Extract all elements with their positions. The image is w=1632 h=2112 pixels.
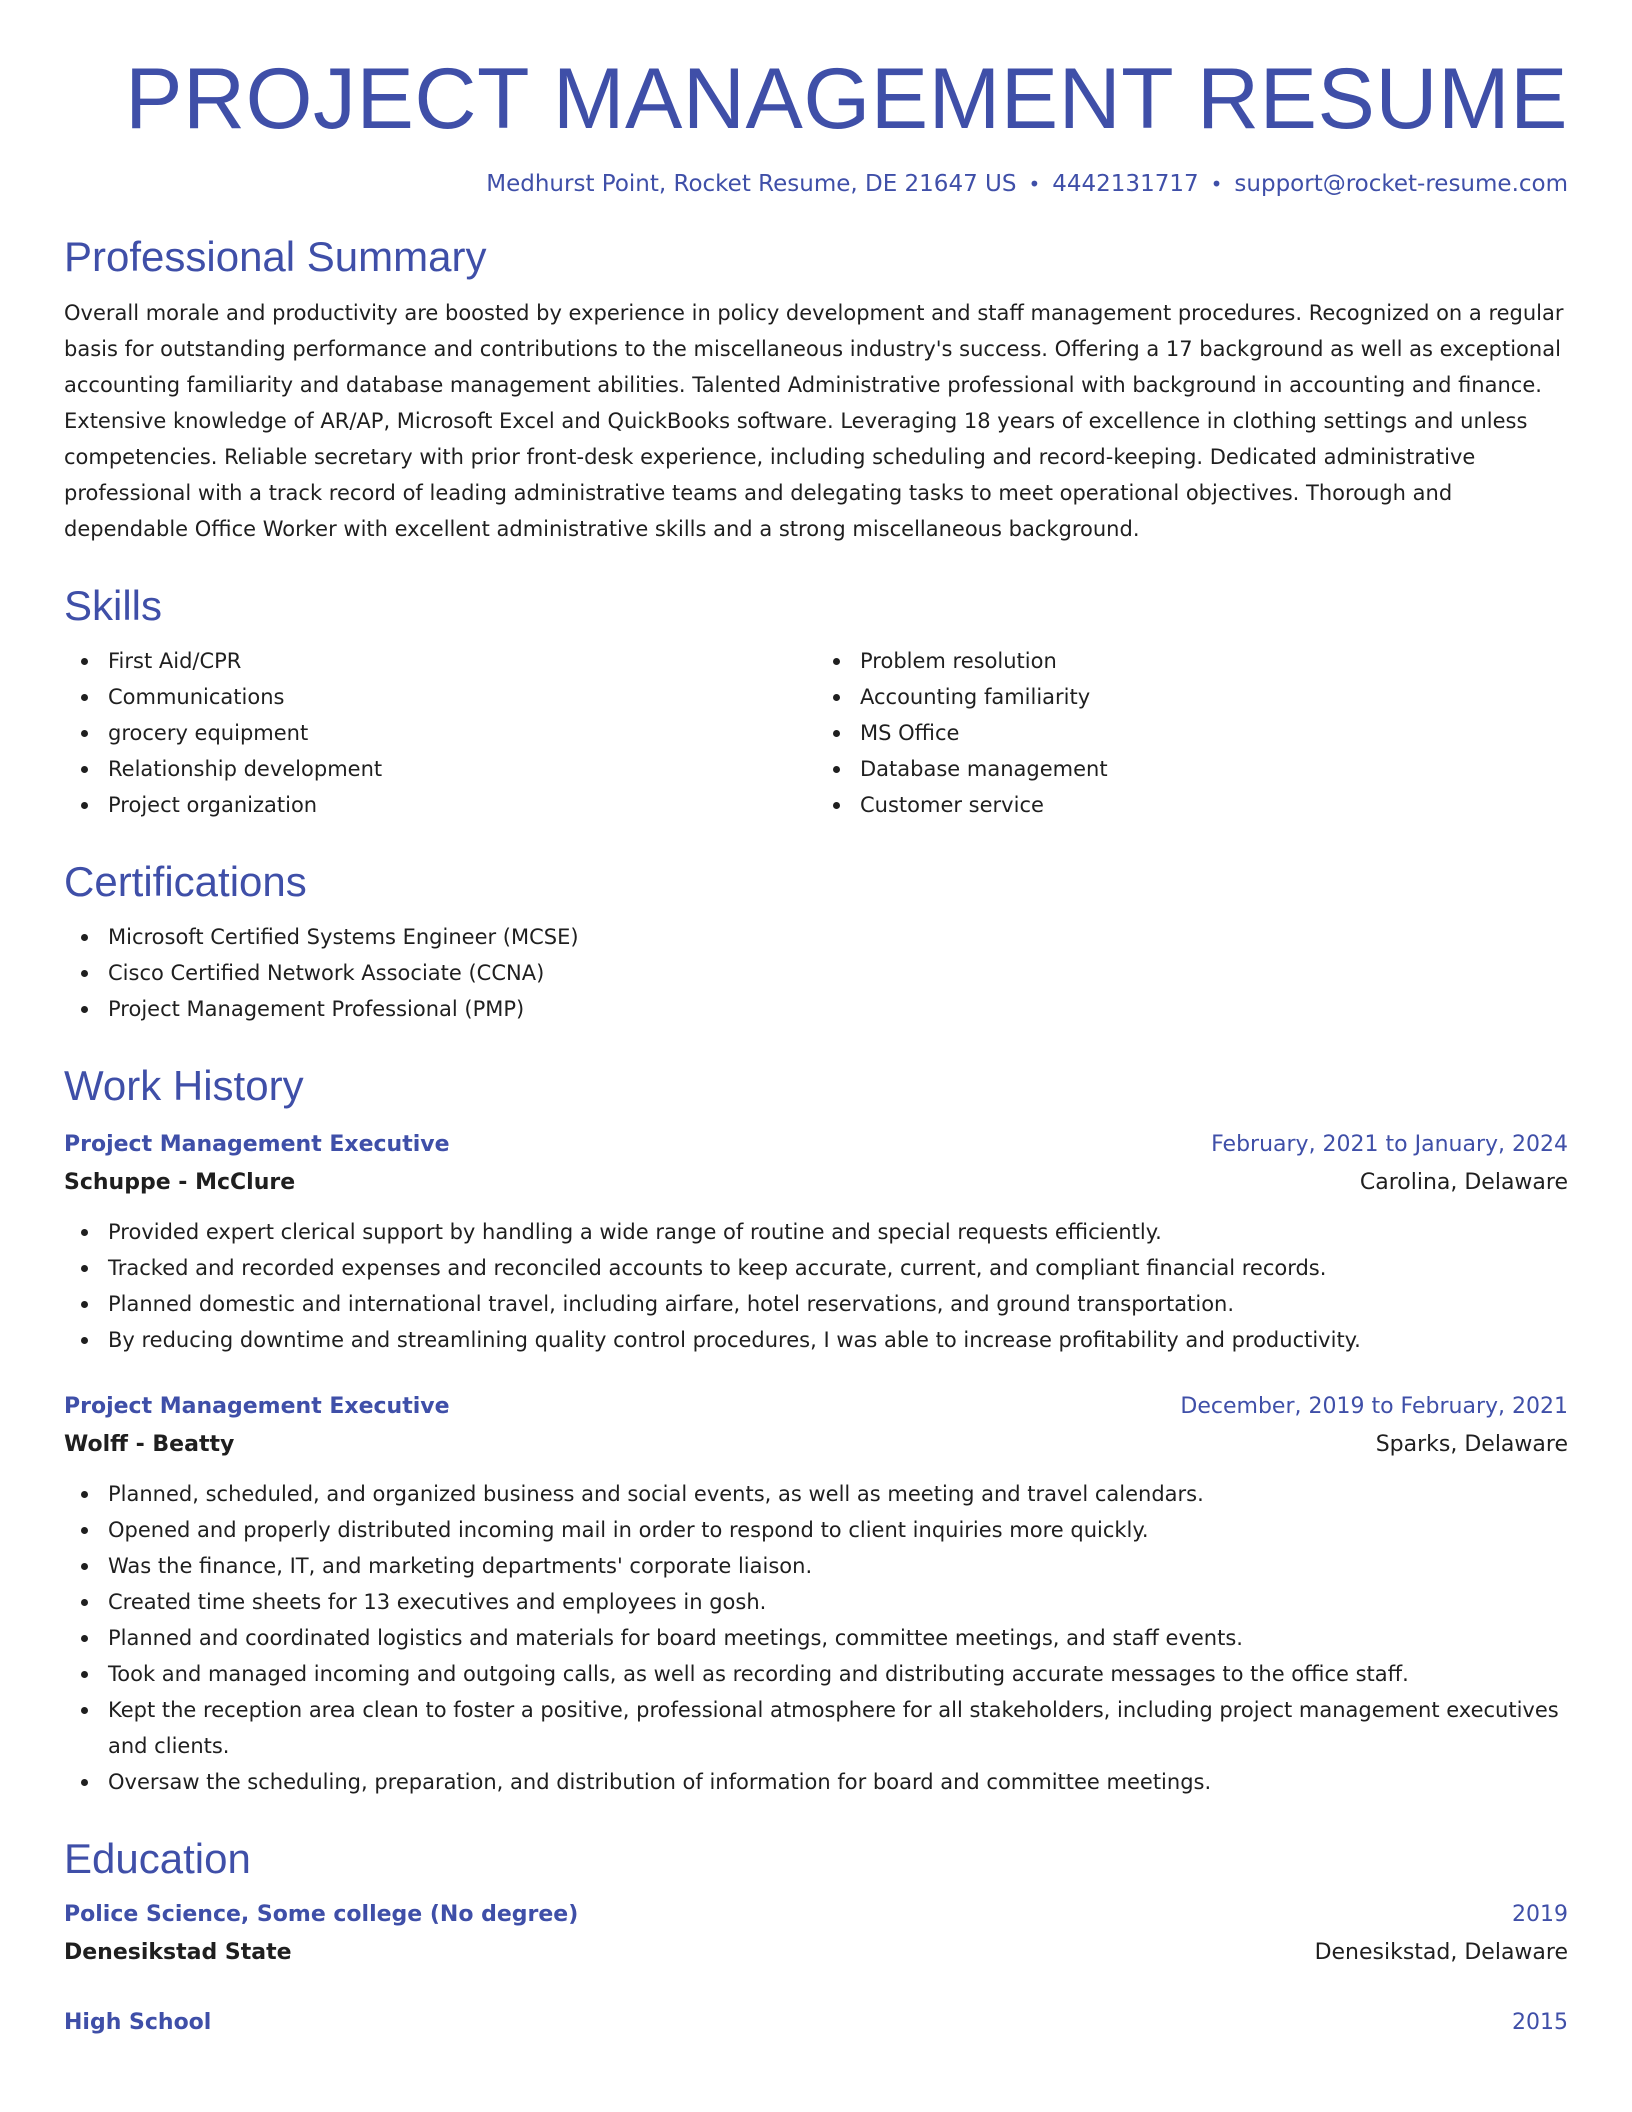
contact-separator: • bbox=[1210, 171, 1223, 196]
job-title: Project Management Executive bbox=[64, 1131, 450, 1157]
job-bullet: Created time sheets for 13 executives and employees in gosh. bbox=[64, 1584, 1568, 1620]
job-dates: December, 2019 to February, 2021 bbox=[1180, 1393, 1568, 1419]
education-year: 2015 bbox=[1512, 2010, 1568, 2036]
education-school-row bbox=[64, 1934, 1568, 1972]
certification-item: Project Management Professional (PMP) bbox=[64, 991, 1568, 1027]
skills-section bbox=[64, 581, 1568, 823]
job-header-row bbox=[64, 1126, 1568, 1164]
job-bullet: Planned and coordinated logistics and materials for board meetings, committee meetings, and staff events. bbox=[64, 1620, 1568, 1656]
job-company: Schuppe - McClure bbox=[64, 1169, 296, 1195]
job-bullet: Kept the reception area clean to foster a positive, professional atmosphere for all stakeholders, including project management executives and clients. bbox=[64, 1692, 1568, 1764]
skill-item: Problem resolution bbox=[816, 643, 1568, 679]
job-bullet: Opened and properly distributed incoming mail in order to respond to client inquiries more quickly. bbox=[64, 1512, 1568, 1548]
summary-heading: Professional Summary bbox=[64, 233, 487, 281]
work-history-heading: Work History bbox=[64, 1062, 304, 1110]
contact-line bbox=[64, 171, 1568, 199]
skills-grid bbox=[64, 643, 1568, 823]
job-dates: February, 2021 to January, 2024 bbox=[1211, 1131, 1568, 1157]
job-company-row bbox=[64, 1426, 1568, 1464]
job-title: Project Management Executive bbox=[64, 1393, 450, 1419]
job-entry bbox=[64, 1126, 1568, 1358]
skill-item: Communications bbox=[64, 679, 816, 715]
education-year: 2019 bbox=[1512, 1902, 1568, 1928]
contact-phone: 4442131717 bbox=[1052, 170, 1199, 197]
job-location: Sparks, Delaware bbox=[1375, 1431, 1568, 1457]
job-bullet: Planned, scheduled, and organized business and social events, as well as meeting and travel calendars. bbox=[64, 1476, 1568, 1512]
job-bullet: Tracked and recorded expenses and reconciled accounts to keep accurate, current, and compliant financial records. bbox=[64, 1250, 1568, 1286]
education-location: Denesikstad, Delaware bbox=[1314, 1940, 1568, 1966]
education-heading: Education bbox=[64, 1834, 251, 1882]
summary-section bbox=[64, 232, 1568, 546]
education-header-row bbox=[64, 1896, 1568, 1934]
job-header-row bbox=[64, 1388, 1568, 1426]
job-bullet: Took and managed incoming and outgoing calls, as well as recording and distributing accurate messages to the office staff. bbox=[64, 1656, 1568, 1692]
skill-item: Accounting familiarity bbox=[816, 679, 1568, 715]
job-company-row bbox=[64, 1164, 1568, 1202]
job-bullet: Planned domestic and international travel, including airfare, hotel reservations, and ground transportation. bbox=[64, 1286, 1568, 1322]
job-bullet: Oversaw the scheduling, preparation, and distribution of information for board and committee meetings. bbox=[64, 1764, 1568, 1800]
education-degree: Police Science, Some college (No degree) bbox=[64, 1902, 579, 1928]
job-bullet: By reducing downtime and streamlining quality control procedures, I was able to increase profitability and productivity. bbox=[64, 1322, 1568, 1358]
skill-item: First Aid/CPR bbox=[64, 643, 816, 679]
skills-list-right bbox=[816, 643, 1568, 823]
certification-item: Cisco Certified Network Associate (CCNA) bbox=[64, 955, 1568, 991]
skill-item: Project organization bbox=[64, 787, 816, 823]
job-company: Wolff - Beatty bbox=[64, 1431, 235, 1457]
skills-heading: Skills bbox=[64, 581, 163, 629]
skill-item: MS Office bbox=[816, 715, 1568, 751]
certification-item: Microsoft Certified Systems Engineer (MCSE) bbox=[64, 919, 1568, 955]
job-bullet: Provided expert clerical support by handling a wide range of routine and special requests efficiently. bbox=[64, 1214, 1568, 1250]
summary-text: Overall morale and productivity are boosted by experience in policy development and staff management procedures. Recognized on a regular basis for outstanding performance and contributions to the miscellaneous industry's success. Offering a 17 background as well as exceptional accounting familiarity and database management abilities. Talented Administrative professional with background in accounting and finance. Extensive knowledge of AR/AP, Microsoft Excel and QuickBooks software. Leveraging 18 years of excellence in clothing settings and unless competencies. Reliable secretary with prior front-desk experience, including scheduling and record-keeping. Dedicated administrative professional with a track record of leading administrative teams and delegating tasks to meet operational objectives. Thorough and dependable Office Worker with excellent administrative skills and a strong miscellaneous background. bbox=[64, 300, 1564, 541]
contact-address: Medhurst Point, Rocket Resume, DE 21647 US bbox=[486, 170, 1017, 197]
certifications-list bbox=[64, 919, 1568, 1027]
job-entry bbox=[64, 1388, 1568, 1800]
resume-header bbox=[64, 52, 1568, 198]
education-entry bbox=[64, 1896, 1568, 1972]
job-bullet: Was the finance, IT, and marketing departments' corporate liaison. bbox=[64, 1548, 1568, 1584]
skill-item: Customer service bbox=[816, 787, 1568, 823]
education-header-row bbox=[64, 2004, 1568, 2042]
certifications-heading: Certifications bbox=[64, 857, 307, 905]
job-location: Carolina, Delaware bbox=[1359, 1169, 1568, 1195]
education-entry bbox=[64, 2004, 1568, 2042]
job-bullets bbox=[64, 1214, 1568, 1358]
contact-separator: • bbox=[1028, 171, 1041, 196]
resume-title: PROJECT MANAGEMENT RESUME bbox=[125, 51, 1568, 147]
job-bullets bbox=[64, 1476, 1568, 1800]
skill-item: Relationship development bbox=[64, 751, 816, 787]
work-history-section bbox=[64, 1061, 1568, 1799]
skill-item: grocery equipment bbox=[64, 715, 816, 751]
education-school: Denesikstad State bbox=[64, 1940, 292, 1966]
contact-email: support@rocket-resume.com bbox=[1234, 170, 1568, 197]
skill-item: Database management bbox=[816, 751, 1568, 787]
skills-list-left bbox=[64, 643, 816, 823]
education-section bbox=[64, 1834, 1568, 2042]
education-degree: High School bbox=[64, 2010, 212, 2036]
certifications-section bbox=[64, 857, 1568, 1027]
